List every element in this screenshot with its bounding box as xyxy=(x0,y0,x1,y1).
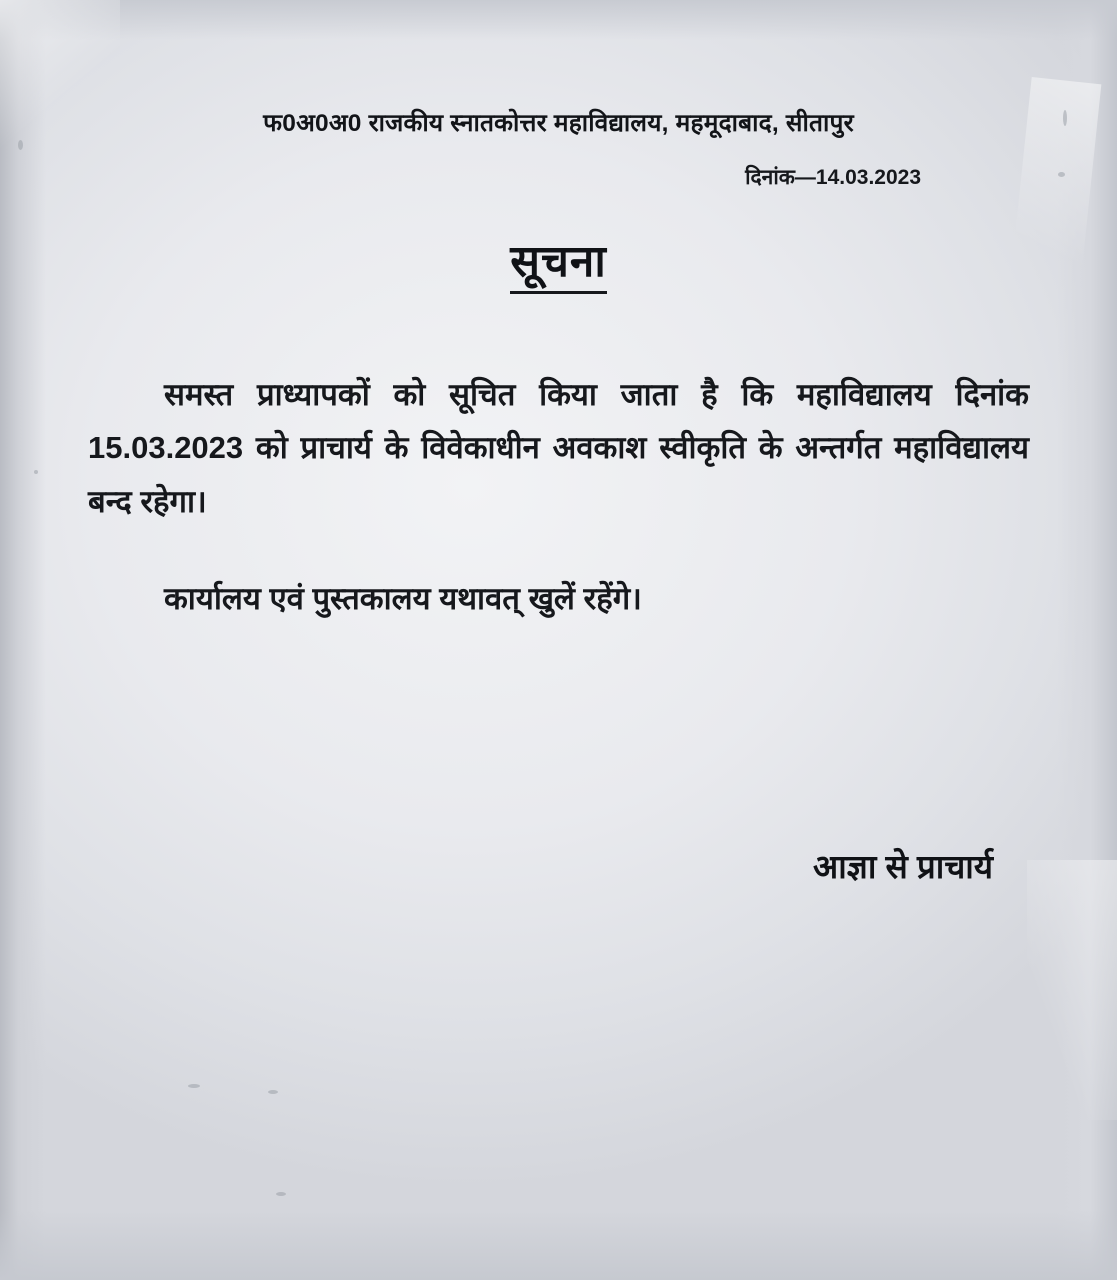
notice-paragraph-1: समस्त प्राध्यापकों को सूचित किया जाता है कि महाविद्यालय दिनांक 15.03.2023 को प्राचार्य के विवेकाधीन अवकाश स्वीकृति के अन्तर्गत महाविद्यालय बन्द रहेगा। xyxy=(88,377,1029,519)
paper-shadow-bottom xyxy=(0,1210,1117,1280)
signature-line: आज्ञा से प्राचार्य xyxy=(812,848,993,886)
paper-shadow-top xyxy=(0,0,1117,40)
paper-speck xyxy=(268,1090,278,1094)
page-title: सूचना xyxy=(510,229,607,294)
paper-speck xyxy=(188,1084,200,1088)
institution-letterhead: फ0अ0अ0 राजकीय स्नातकोत्तर महाविद्यालय, महमूदाबाद, सीतापुर xyxy=(263,110,854,137)
paper-speck xyxy=(276,1192,286,1196)
date-line: दिनांक—14.03.2023 xyxy=(745,166,921,189)
notice-body xyxy=(0,106,1117,888)
notice-title-container xyxy=(88,229,1029,294)
paper-crease-bottom-right xyxy=(1027,860,1117,1120)
notice-paragraph-2: कार्यालय एवं पुस्तकालय यथावत् खुलें रहेंगे। xyxy=(164,580,642,616)
